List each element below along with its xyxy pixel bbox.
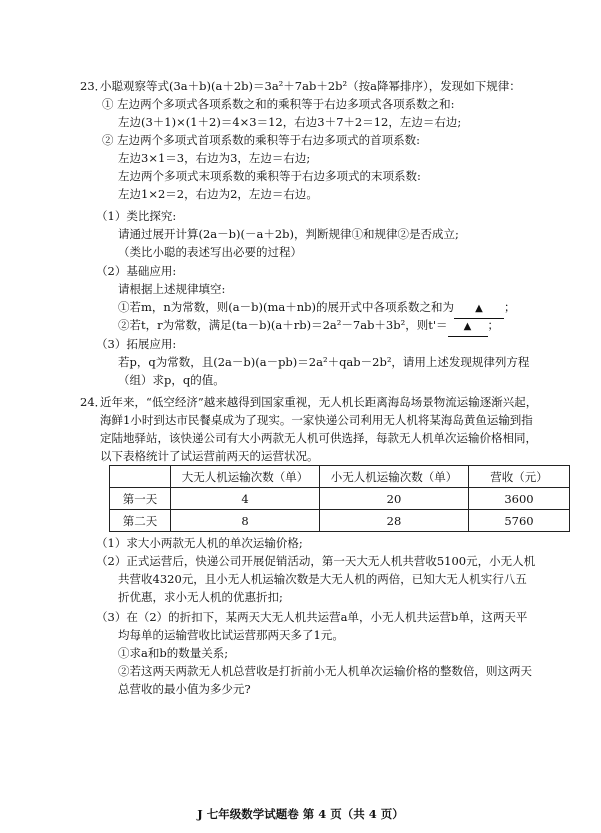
q24-part1: （1）求大小两款无人机的单次运输价格; bbox=[96, 536, 303, 550]
q23-part2-q1-text: ①若m，n为常数，则(a－b)(ma＋nb)的展开式中各项系数之和为 bbox=[118, 300, 455, 314]
q24-part3-line1: （3）在（2）的折扣下，某两天大无人机共运营a单，小无人机共运营b单，这两天平 bbox=[96, 610, 528, 624]
q24-part3-q2-line2: 总营收的最小值为多少元? bbox=[118, 682, 251, 696]
semicolon: ； bbox=[504, 300, 516, 314]
q23-rule1-title: ① 左边两个多项式各项系数之和的乘积等于右边多项式各项系数之和: bbox=[102, 97, 455, 111]
q24-number: 24． bbox=[80, 395, 107, 409]
q23-part3-title: （3）拓展应用: bbox=[96, 337, 177, 351]
q23-part1-title: （1）类比探究: bbox=[96, 209, 177, 223]
q24-part3-q1: ①求a和b的数量关系; bbox=[118, 646, 229, 660]
table-row bbox=[110, 488, 570, 510]
q23-part3-line2: （组）求p，q的值。 bbox=[118, 373, 225, 387]
q24-line3: 定陆地驿站，该快递公司有大小两款无人机可供选择，每款无人机单次运输价格相同， bbox=[100, 431, 537, 445]
q23-intro: 小聪观察等式(3a＋b)(a＋2b)＝3a²＋7ab＋2b²（按a降幂排序），发现如下规律： bbox=[100, 79, 521, 93]
table-cell: 20 bbox=[320, 488, 469, 510]
table-header-cell: 大无人机运输次数（单） bbox=[171, 466, 320, 488]
q24-part3-line2: 均每单的运输营收比试运营那两天多了1元。 bbox=[118, 628, 344, 642]
q23-part2-q2 bbox=[118, 316, 499, 337]
table-cell: 第二天 bbox=[110, 510, 171, 532]
table-header-cell: 营收（元） bbox=[469, 466, 570, 488]
q24-line1: 近年来，“低空经济”越来越得到国家重视，无人机长距离海岛场景物流运输逐渐兴起， bbox=[100, 395, 538, 409]
table-cell: 5760 bbox=[469, 510, 570, 532]
table-cell: 8 bbox=[171, 510, 320, 532]
table-cell: 28 bbox=[320, 510, 469, 532]
q24-line4: 以下表格统计了试运营前两天的运营状况。 bbox=[100, 449, 319, 463]
table-cell: 4 bbox=[171, 488, 320, 510]
table-cell: 3600 bbox=[469, 488, 570, 510]
answer-blank-2[interactable] bbox=[448, 318, 488, 337]
blank-marker: ▲ bbox=[475, 303, 483, 314]
blank-marker: ▲ bbox=[463, 321, 472, 332]
q24-part2-line3: 折优惠，求小无人机的优惠折扣; bbox=[118, 590, 283, 604]
q23-rule2-title-b: 左边两个多项式末项系数的乘积等于右边多项式的末项系数: bbox=[118, 169, 421, 183]
q23-part2-title: （2）基础应用: bbox=[96, 264, 177, 278]
q24-part3-q2-line1: ②若这两天两款无人机总营收是打折前小无人机单次运输价格的整数倍，则这两天 bbox=[118, 664, 532, 678]
q23-rule2-calc: 左边3×1＝3，右边为3，左边＝右边; bbox=[118, 151, 311, 165]
q24-part2-line2: 共营收4320元，且小无人机运输次数是大无人机的两倍，已知大无人机实行八五 bbox=[118, 572, 527, 586]
table-row bbox=[110, 510, 570, 532]
q23-part2-line1: 请根据上述规律填空: bbox=[118, 282, 226, 296]
q23-part1-line2: （类比小聪的表述写出必要的过程） bbox=[118, 245, 302, 259]
q23-number: 23． bbox=[80, 79, 107, 93]
q23-part2-q2-text: ②若t，r为常数，满足(ta－b)(a＋rb)＝2a²－7ab＋3b²，则t'＝ bbox=[118, 318, 448, 332]
q24-line2: 海鲜1小时到达市民餐桌成为了现实。一家快递公司利用无人机将某海岛黄鱼运输到指 bbox=[100, 413, 533, 427]
q24-part2-line1: （2）正式运营后，快递公司开展促销活动，第一天大无人机共营收5100元，小无人机 bbox=[96, 554, 536, 568]
table-header-row bbox=[110, 466, 570, 488]
operations-table bbox=[109, 465, 570, 532]
q23-part1-line1: 请通过展开计算(2a－b)(－a＋2b)，判断规律①和规律②是否成立; bbox=[118, 227, 459, 241]
table-header-cell bbox=[110, 466, 171, 488]
q23-rule2-title: ② 左边两个多项式首项系数的乘积等于右边多项式的首项系数: bbox=[102, 133, 421, 147]
page-footer: J 七年级数学试题卷 第 4 页（共 4 页） bbox=[197, 807, 404, 821]
table-header-cell: 小无人机运输次数（单） bbox=[320, 466, 469, 488]
q23-rule1-calc: 左边(3＋1)×(1＋2)＝4×3＝12，右边3＋7＋2＝12，左边＝右边; bbox=[118, 115, 462, 129]
q23-part3-line1: 若p，q为常数，且(2a－b)(a－pb)＝2a²＋qab－2b²，请用上述发现规律列方程 bbox=[118, 355, 530, 369]
q23-rule2-calc-b: 左边1×2＝2，右边为2，左边＝右边。 bbox=[118, 187, 318, 201]
semicolon: ； bbox=[487, 318, 500, 332]
table-cell: 第一天 bbox=[110, 488, 171, 510]
